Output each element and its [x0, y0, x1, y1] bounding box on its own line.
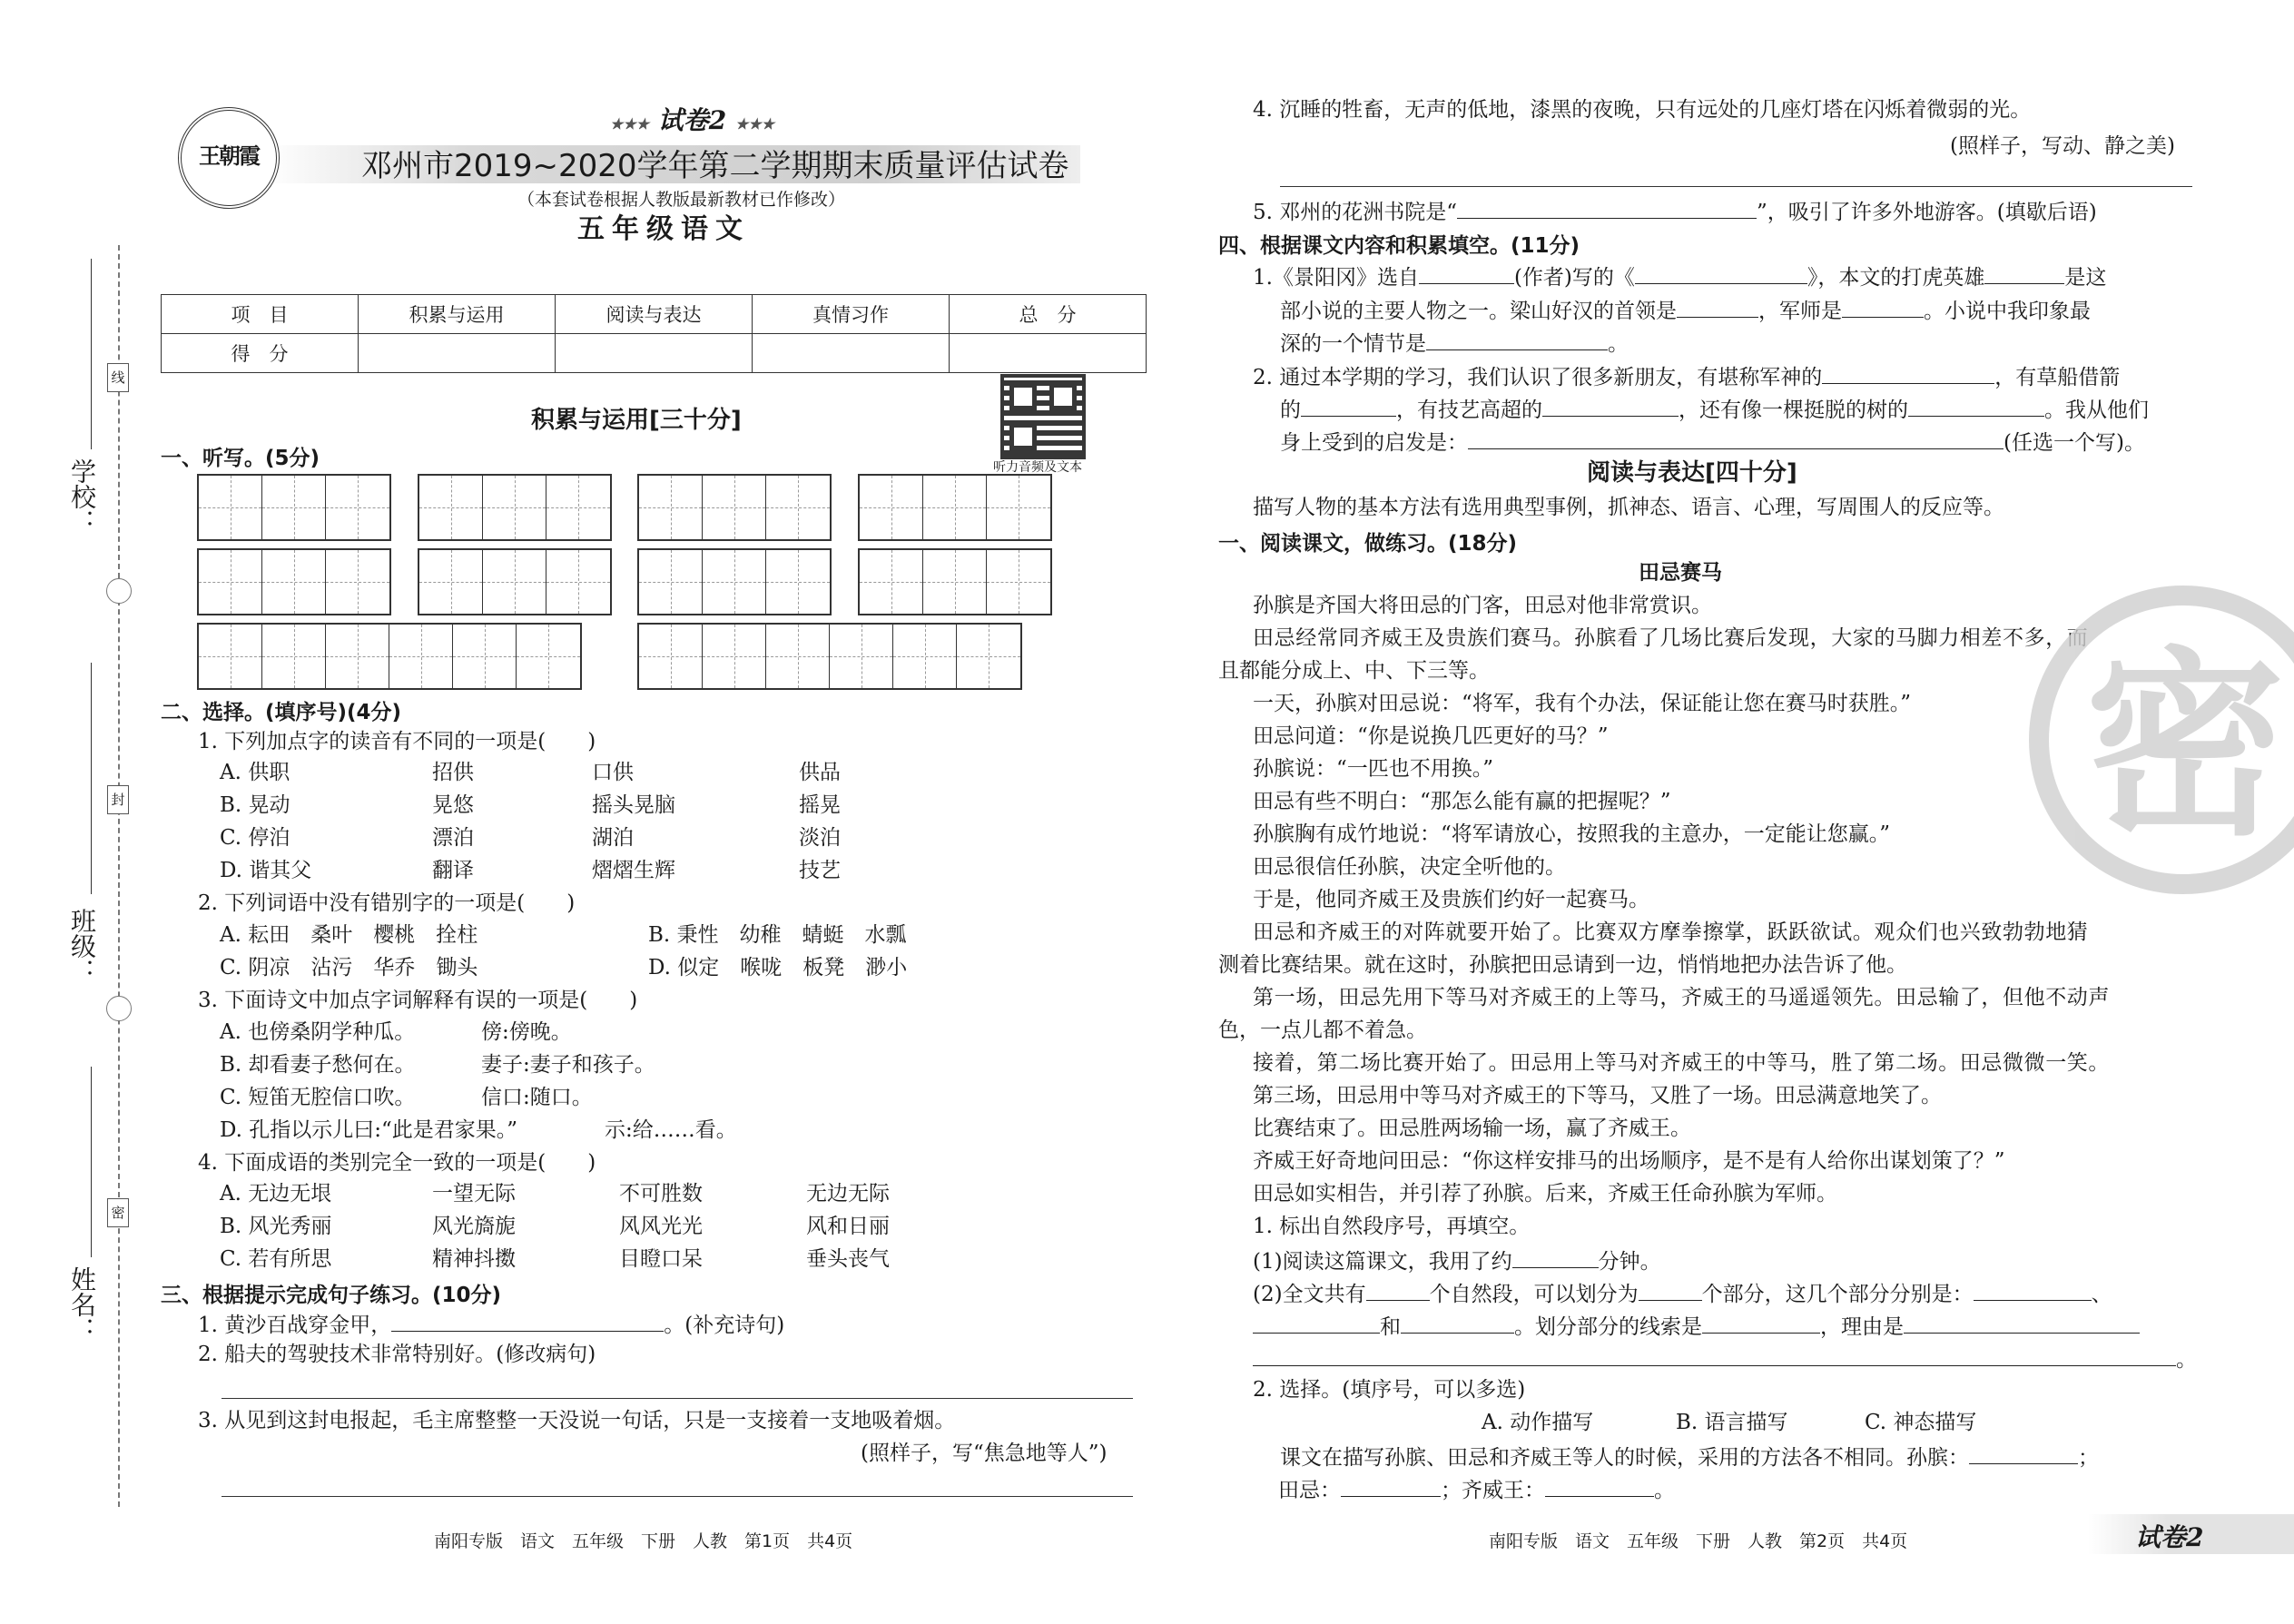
e2-blank-paragraphs[interactable]	[1366, 1278, 1430, 1301]
stars-icon: ★★★	[610, 115, 650, 133]
e2-blank-part1[interactable]	[1974, 1278, 2092, 1301]
q3-option[interactable]: A. 也傍桑阴学种瓜。	[220, 1020, 416, 1044]
e3-text: 课文在描写孙膑、田忌和齐威王等人的时候，采用的方法各不相同。孙膑：	[1280, 1446, 1969, 1470]
q1-option-word: 翻译	[432, 859, 474, 882]
f2-text: 的	[1280, 399, 1301, 422]
dictation-grid[interactable]	[418, 474, 612, 541]
q4-option-word: 精神抖擞	[432, 1247, 516, 1271]
q2-option[interactable]: D. 似定 喉咙 板凳 渺小	[648, 956, 908, 979]
e2-blank-part2[interactable]	[1253, 1311, 1380, 1334]
f1-text: (作者)写的《	[1513, 266, 1635, 290]
story-line: 孙膑是齐国大将田忌的门客，田忌对他非常赏识。	[1253, 594, 1712, 617]
story-line: 比赛结束了。田忌胜两场输一场，赢了齐威王。	[1253, 1117, 1691, 1140]
e1-blank-minutes[interactable]	[1512, 1245, 1599, 1268]
q4-option[interactable]: C. 若有所思	[220, 1247, 332, 1271]
e2-text: 个部分，这几个部分分别是：	[1701, 1283, 1974, 1306]
f1-text: 》，本文的打虎英雄	[1807, 266, 1985, 290]
section-fill: 四、根据课文内容和积累填空。(11分)	[1218, 234, 1580, 258]
score-header-part1: 积累与运用	[359, 295, 556, 334]
e2-line1	[1253, 1278, 2112, 1308]
c1-prompt: 1. 黄沙百战穿金甲，	[198, 1314, 392, 1337]
story-line: 于是，他同齐威王及贵族们约好一起赛马。	[1253, 888, 1649, 911]
f1-text: 。	[1608, 332, 1629, 356]
story-line: 田忌和齐威王的对阵就要开始了。比赛双方摩拳擦掌，跃跃欲试。观众们也兴致勃勃地猜	[1253, 920, 2089, 944]
e1-stem: 1. 标出自然段序号，再填空。	[1253, 1215, 1531, 1238]
c2-text: 2. 船夫的驾驶技术非常特别好。(修改病句)	[198, 1343, 596, 1366]
e2-text: (2)全文共有	[1253, 1283, 1366, 1306]
e3-blank-king[interactable]	[1545, 1474, 1654, 1497]
score-cell[interactable]	[753, 334, 950, 373]
q1-option-word: 熠熠生辉	[592, 859, 675, 882]
binding-line	[118, 245, 120, 1507]
q3-explanation: 示:给……看。	[605, 1118, 737, 1142]
c4-hint: (照样子，写动、静之美)	[1950, 134, 2175, 158]
q1-option[interactable]: A. 供职	[220, 761, 290, 784]
c1-text	[198, 1309, 784, 1339]
f1-text: 。小说中我印象最	[1924, 300, 2091, 323]
q4-option-word: 垂头丧气	[806, 1247, 890, 1271]
e3-option-a[interactable]: A. 动作描写	[1482, 1411, 1594, 1434]
f1-text: 部小说的主要人物之一。梁山好汉的首领是	[1280, 300, 1677, 323]
story-line: 色，一点儿都不着急。	[1218, 1019, 1427, 1042]
f1-text: 深的一个情节是	[1280, 332, 1426, 356]
q3-option[interactable]: C. 短笛无腔信口吹。	[220, 1086, 416, 1109]
story-line: 田忌很信任孙膑，决定全听他的。	[1253, 855, 1566, 879]
story-title: 田忌赛马	[1639, 561, 1722, 585]
school-field[interactable]	[91, 259, 92, 449]
q4-option-word: 风风光光	[619, 1215, 703, 1238]
score-table	[161, 294, 1147, 373]
story-line: 测着比赛结果。就在这时，孙膑把田忌请到一边，悄悄地把办法告诉了他。	[1218, 953, 1907, 977]
stars-icon: ★★★	[735, 115, 775, 133]
story-line: 且都能分成上、中、下三等。	[1218, 659, 1490, 683]
class-field[interactable]	[91, 663, 92, 894]
c1-hint: 。(补充诗句)	[664, 1314, 785, 1337]
score-header-writing: 真情习作	[753, 295, 950, 334]
q2-option[interactable]: A. 耘田 桑叶 樱桃 拴柱	[220, 923, 478, 947]
q1-option[interactable]: D. 谐其父	[220, 859, 312, 882]
story-line: 第三场，田忌用中等马对齐威王的下等马，又胜了一场。田忌满意地笑了。	[1253, 1084, 1942, 1107]
f2-text: 2. 通过本学期的学习，我们认识了很多新朋友，有堪称军神的	[1253, 366, 1823, 389]
score-row-label: 得 分	[162, 334, 359, 373]
e1-prompt: (1)阅读这篇课文，我用了约	[1253, 1250, 1512, 1274]
part2-title: 阅读与表达[四十分]	[1587, 459, 1797, 487]
dictation-grid[interactable]	[197, 474, 391, 541]
f2-blank-2[interactable]	[1301, 394, 1396, 417]
exam-title: 邓州市2019~2020学年第二学期期末质量评估试卷	[361, 148, 1069, 184]
e2-text: 。划分部分的线索是	[1514, 1315, 1702, 1339]
e2-blank-part3[interactable]	[1401, 1311, 1514, 1334]
score-cell[interactable]	[950, 334, 1147, 373]
series-label	[610, 107, 774, 138]
part2-intro: 描写人物的基本方法有选用典型事例，抓神态、语言、心理，写周围人的反应等。	[1253, 496, 2004, 519]
story-line: 田忌如实相告，并引荐了孙膑。后来，齐威王任命孙膑为军师。	[1253, 1182, 1837, 1206]
q3-option[interactable]: D. 孔指以示儿曰:“此是君家果。”	[220, 1118, 518, 1142]
q1-option-word: 供品	[799, 761, 841, 784]
binding-marker-secret: 密	[107, 1198, 129, 1227]
q1-option[interactable]: C. 停泊	[220, 826, 290, 850]
story-line: 田忌经常同齐威王及贵族们赛马。孙膑看了几场比赛后发现，大家的马脚力相差不多，而	[1253, 626, 2089, 650]
e2-text: 个自然段，可以划分为	[1429, 1283, 1639, 1306]
q1-option-word: 口供	[592, 761, 634, 784]
section-dictation: 一、听写。(5分)	[161, 447, 320, 470]
f2-blank-5[interactable]	[1468, 427, 2004, 449]
e3-stem: 2. 选择。(填序号，可以多选)	[1253, 1378, 1526, 1402]
dictation-grid[interactable]	[197, 548, 391, 615]
footer-right: 南阳专版 语文 五年级 下册 人教 第2页 共4页	[1489, 1531, 1908, 1551]
q1-stem: 1. 下列加点字的读音有不同的一项是( )	[198, 730, 596, 753]
f2-line3	[1280, 427, 2145, 457]
q4-option-word: 不可胜数	[619, 1182, 703, 1206]
f1-line1	[1253, 261, 2106, 291]
name-field[interactable]	[91, 1067, 92, 1257]
e2-blank-clue[interactable]	[1702, 1311, 1820, 1334]
paper-tag	[2088, 1514, 2294, 1554]
f2-text: 。我从他们	[2044, 399, 2149, 422]
q2-stem: 2. 下列词语中没有错别字的一项是( )	[198, 891, 576, 915]
dictation-grid[interactable]	[418, 548, 612, 615]
c3-text: 3. 从见到这封电报起，毛主席整整一天没说一句话，只是一支接着一支地吸着烟。	[198, 1409, 956, 1432]
paper-tag-label: 试卷2	[2135, 1522, 2204, 1552]
score-header-total: 总 分	[950, 295, 1147, 334]
q4-option-word: 风光旖旎	[432, 1215, 516, 1238]
q4-option[interactable]: A. 无边无垠	[220, 1182, 332, 1206]
name-label: 姓名：	[67, 1266, 97, 1343]
e2-blank-reason[interactable]	[1904, 1311, 2140, 1334]
q1-option-word: 湖泊	[592, 826, 634, 850]
c5-text	[1253, 196, 2097, 226]
logo-text: 王朝霞	[199, 143, 259, 169]
q3-explanation: 信口:随口。	[481, 1086, 593, 1109]
f2-text: ，还有像一棵挺脱的树的	[1679, 399, 1908, 422]
e2-line2	[1253, 1311, 2140, 1341]
c2-answer-line[interactable]	[222, 1398, 1133, 1399]
e2-blank-parts[interactable]	[1639, 1278, 1702, 1301]
story-line: 孙膑胸有成竹地说：“将军请放心，按照我的主意办，一定能让您赢。”	[1253, 822, 1891, 846]
dictation-grid[interactable]	[197, 623, 582, 690]
q4-option[interactable]: B. 风光秀丽	[220, 1215, 332, 1238]
f1-line2	[1280, 295, 2091, 325]
q3-explanation: 妻子:妻子和孩子。	[481, 1053, 655, 1077]
logo	[178, 107, 280, 209]
dictation-grid[interactable]	[858, 474, 1052, 541]
f1-blank-advisor[interactable]	[1842, 295, 1924, 318]
score-cell[interactable]	[556, 334, 753, 373]
score-header-part2: 阅读与表达	[556, 295, 753, 334]
story-line: 接着，第二场比赛开始了。田忌用上等马对齐威王的中等马，胜了第二场。田忌微微一笑。	[1253, 1051, 2110, 1075]
story-line: 孙膑说：“一匹也不用换。”	[1253, 757, 1494, 781]
q1-option-word: 淡泊	[799, 826, 841, 850]
f1-line3	[1280, 328, 1629, 358]
secret-stamp-text: 密	[2085, 630, 2286, 862]
c5-hint: ”，吸引了许多外地游客。(填歇后语)	[1757, 201, 2097, 224]
e3-text: 。	[1654, 1479, 1675, 1502]
e3-option-b[interactable]: B. 语言描写	[1676, 1411, 1788, 1434]
f2-line2	[1280, 394, 2149, 424]
f1-text: 是这	[2064, 266, 2107, 290]
qr-caption: 听力音频及文本	[993, 460, 1082, 475]
f1-blank-plot[interactable]	[1426, 328, 1608, 350]
binding-hole-icon	[106, 996, 132, 1021]
f2-blank-1[interactable]	[1822, 361, 1994, 384]
e2-text: 。	[2176, 1348, 2197, 1372]
q1-option-word: 招供	[432, 761, 474, 784]
school-label: 学校：	[67, 458, 97, 535]
q2-option[interactable]: C. 阴凉 沾污 华乔 锄头	[220, 956, 478, 979]
f1-text: 1.《景阳冈》选自	[1253, 266, 1419, 290]
series-name: 试卷2	[657, 105, 727, 135]
story-line: 田忌问道：“你是说换几匹更好的马？”	[1253, 724, 1609, 748]
c5-prompt: 5. 邓州的花洲书院是“	[1253, 201, 1458, 224]
e1-suffix: 分钟。	[1598, 1250, 1661, 1274]
f1-blank-hero[interactable]	[1984, 261, 2064, 284]
c4-answer-line[interactable]	[1280, 186, 2192, 187]
e3-text: ；	[2078, 1446, 2099, 1470]
f1-text: ，军师是	[1758, 300, 1842, 323]
dictation-grid[interactable]	[858, 548, 1052, 615]
f2-blank-4[interactable]	[1908, 394, 2044, 417]
f1-blank-leader[interactable]	[1677, 295, 1758, 318]
q4-option-word: 目瞪口呆	[619, 1247, 703, 1271]
qr-code-icon[interactable]	[1000, 374, 1086, 459]
e2-blank-reason-cont[interactable]	[1253, 1343, 2176, 1366]
q2-option[interactable]: B. 秉性 幼稚 蜻蜓 水瓢	[648, 923, 907, 947]
f2-text: ，有草船借箭	[1994, 366, 2121, 389]
story-line: 一天，孙膑对田忌说：“将军，我有个办法，保证能让您在赛马时获胜。”	[1253, 692, 1912, 715]
dictation-grid[interactable]	[637, 474, 832, 541]
q1-option-word: 摇晃	[799, 793, 841, 817]
e3-blank-sunbin[interactable]	[1969, 1442, 2078, 1464]
q3-option[interactable]: B. 却看妻子愁何在。	[220, 1053, 416, 1077]
c5-blank[interactable]	[1457, 196, 1757, 219]
e3-line1	[1280, 1442, 2099, 1471]
c3-hint: (照样子，写“焦急地等人”)	[861, 1442, 1108, 1465]
binding-marker-seal: 封	[107, 785, 129, 814]
f2-blank-3[interactable]	[1542, 394, 1679, 417]
q1-option-word: 技艺	[799, 859, 841, 882]
c4-text: 4. 沉睡的牲畜，无声的低地，漆黑的夜晚，只有远处的几座灯塔在闪烁着微弱的光。	[1253, 98, 2032, 122]
e3-option-c[interactable]: C. 神态描写	[1865, 1411, 1977, 1434]
section-choice: 二、选择。(填序号)(4分)	[161, 701, 402, 724]
q4-option-word: 无边无际	[806, 1182, 890, 1206]
story-line: 田忌有些不明白：“那怎么能有赢的把握呢？”	[1253, 790, 1671, 813]
e1-text	[1253, 1245, 1661, 1275]
q1-option-word: 漂泊	[432, 826, 474, 850]
dictation-grid[interactable]	[637, 548, 832, 615]
story-line: 齐威王好奇地问田忌：“你这样安排马的出场顺序，是不是有人给你出谋划策了？”	[1253, 1149, 2005, 1173]
q1-option-word: 晃悠	[432, 793, 474, 817]
q1-option[interactable]: B. 晃动	[220, 793, 290, 817]
f2-line1	[1253, 361, 2120, 391]
q1-option-word: 摇头晃脑	[592, 793, 675, 817]
f2-text: 身上受到的启发是：	[1280, 431, 1468, 455]
f1-blank-book[interactable]	[1419, 261, 1514, 284]
c1-blank[interactable]	[391, 1309, 664, 1332]
e2-line3	[1253, 1343, 2197, 1373]
binding-marker-line: 线	[107, 363, 129, 392]
score-cell[interactable]	[359, 334, 556, 373]
c3-answer-line[interactable]	[222, 1496, 1133, 1497]
e2-text: ，理由是	[1820, 1315, 1904, 1339]
f2-text: (任选一个写)。	[2004, 431, 2145, 455]
f2-text: ，有技艺高超的	[1396, 399, 1542, 422]
q3-explanation: 傍:傍晚。	[481, 1020, 572, 1044]
q3-stem: 3. 下面诗文中加点字词解释有误的一项是( )	[198, 989, 638, 1012]
e3-text: ；齐威王：	[1441, 1479, 1545, 1502]
q4-option-word: 一望无际	[432, 1182, 516, 1206]
binding-hole-icon	[106, 578, 132, 604]
section-sentence: 三、根据提示完成句子练习。(10分)	[161, 1284, 502, 1307]
e2-text: 和	[1380, 1315, 1401, 1339]
e3-text: 田忌：	[1278, 1479, 1341, 1502]
story-line: 第一场，田忌先用下等马对齐威王的上等马，齐威王的马遥遥领先。田忌输了，但他不动声	[1253, 986, 2110, 1009]
e3-blank-tianji[interactable]	[1341, 1474, 1441, 1497]
exam-subtitle: （本套试卷根据人教版最新教材已作修改）	[517, 190, 846, 210]
footer-left: 南阳专版 语文 五年级 下册 人教 第1页 共4页	[434, 1531, 853, 1551]
part1-title: 积累与运用[三十分]	[531, 407, 742, 434]
score-header-item: 项 目	[162, 295, 359, 334]
q4-option-word: 风和日丽	[806, 1215, 890, 1238]
section-reading: 一、阅读课文，做练习。(18分)	[1218, 532, 1518, 556]
dictation-grid[interactable]	[637, 623, 1022, 690]
exam-subject: 五年级语文	[577, 213, 750, 245]
class-label: 班级：	[67, 908, 97, 984]
e2-text: 、	[2091, 1283, 2112, 1306]
f1-blank-author[interactable]	[1635, 261, 1807, 284]
q4-stem: 4. 下面成语的类别完全一致的一项是( )	[198, 1151, 596, 1175]
e3-line2	[1278, 1474, 1675, 1504]
